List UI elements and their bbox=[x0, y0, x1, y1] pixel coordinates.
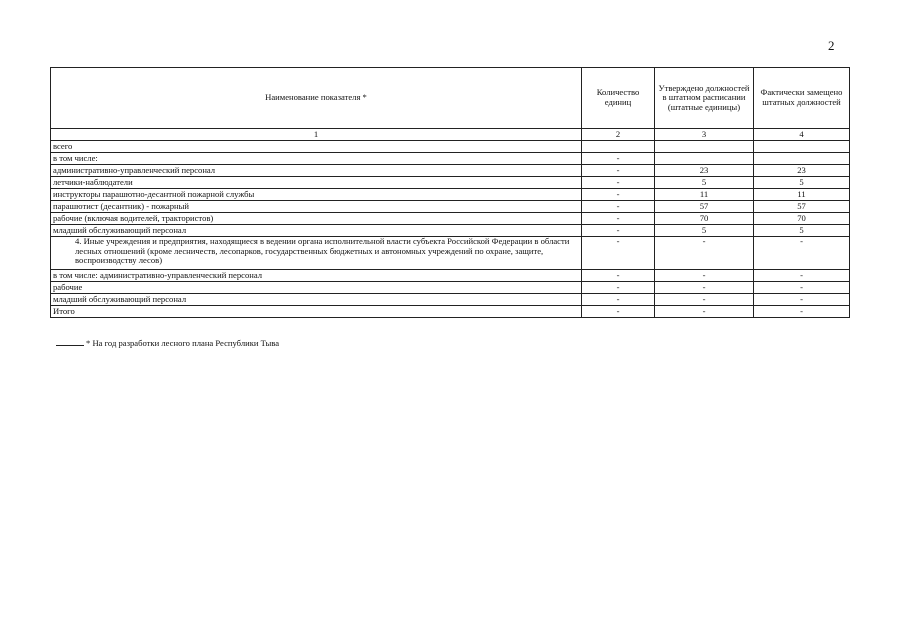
row-filled-positions: 5 bbox=[754, 225, 850, 237]
row-unit-count: - bbox=[582, 306, 655, 318]
row-name: младший обслуживающий персонал bbox=[51, 225, 582, 237]
header-filled-positions: Фактически замещено штатных должностей bbox=[754, 68, 850, 129]
table-row bbox=[51, 165, 850, 177]
row-unit-count: - bbox=[582, 294, 655, 306]
row-approved-positions bbox=[655, 141, 754, 153]
row-approved-positions: 11 bbox=[655, 189, 754, 201]
row-filled-positions: 57 bbox=[754, 201, 850, 213]
row-unit-count bbox=[582, 141, 655, 153]
header-unit-count: Количество единиц bbox=[582, 68, 655, 129]
row-approved-positions: - bbox=[655, 282, 754, 294]
table-row bbox=[51, 270, 850, 282]
row-name: административно-управленческий персонал bbox=[51, 165, 582, 177]
row-unit-count: - bbox=[582, 213, 655, 225]
row-name: рабочие bbox=[51, 282, 582, 294]
row-filled-positions: - bbox=[754, 294, 850, 306]
row-approved-positions: - bbox=[655, 306, 754, 318]
row-filled-positions: 70 bbox=[754, 213, 850, 225]
row-unit-count: - bbox=[582, 201, 655, 213]
table-row bbox=[51, 237, 850, 270]
row-filled-positions bbox=[754, 141, 850, 153]
table-row bbox=[51, 177, 850, 189]
row-unit-count: - bbox=[582, 237, 655, 270]
row-name: младший обслуживающий персонал bbox=[51, 294, 582, 306]
row-approved-positions: - bbox=[655, 270, 754, 282]
table-header-row bbox=[51, 68, 850, 129]
table-row bbox=[51, 189, 850, 201]
row-name: 4. Иные учреждения и предприятия, находящиеся в ведении органа исполнительной власти субъекта Российской Федерации в области лесных отношений (кроме лесничеств, лесопарков, государственных бюджетных и автономных учреждений по охране, защите, воспроизводству лесов) bbox=[51, 237, 582, 270]
row-unit-count: - bbox=[582, 177, 655, 189]
row-filled-positions: - bbox=[754, 270, 850, 282]
row-approved-positions: - bbox=[655, 294, 754, 306]
column-number: 3 bbox=[655, 129, 754, 141]
column-number: 1 bbox=[51, 129, 582, 141]
staff-table bbox=[50, 67, 850, 318]
header-approved-positions: Утверждено должностей в штатном расписании (штатные единицы) bbox=[655, 68, 754, 129]
table-row bbox=[51, 282, 850, 294]
row-filled-positions: 11 bbox=[754, 189, 850, 201]
column-number-row bbox=[51, 129, 850, 141]
row-filled-positions: - bbox=[754, 306, 850, 318]
row-unit-count: - bbox=[582, 282, 655, 294]
row-approved-positions: - bbox=[655, 237, 754, 270]
table-row bbox=[51, 213, 850, 225]
row-approved-positions: 23 bbox=[655, 165, 754, 177]
header-indicator-name: Наименование показателя * bbox=[51, 68, 582, 129]
row-name: парашютист (десантник) - пожарный bbox=[51, 201, 582, 213]
row-filled-positions: 23 bbox=[754, 165, 850, 177]
page-number: 2 bbox=[828, 38, 835, 53]
row-approved-positions bbox=[655, 153, 754, 165]
column-number: 2 bbox=[582, 129, 655, 141]
row-approved-positions: 57 bbox=[655, 201, 754, 213]
row-name: в том числе: административно-управленческий персонал bbox=[51, 270, 582, 282]
footnote bbox=[56, 338, 279, 348]
row-name: Итого bbox=[51, 306, 582, 318]
row-name: летчики-наблюдатели bbox=[51, 177, 582, 189]
table-row bbox=[51, 141, 850, 153]
row-approved-positions: 5 bbox=[655, 225, 754, 237]
row-filled-positions: - bbox=[754, 282, 850, 294]
row-filled-positions: 5 bbox=[754, 177, 850, 189]
table-row bbox=[51, 225, 850, 237]
row-unit-count: - bbox=[582, 225, 655, 237]
footnote-rule bbox=[56, 345, 84, 346]
row-name: инструкторы парашютно-десантной пожарной службы bbox=[51, 189, 582, 201]
table-row bbox=[51, 306, 850, 318]
row-unit-count: - bbox=[582, 189, 655, 201]
row-name: рабочие (включая водителей, трактористов) bbox=[51, 213, 582, 225]
row-unit-count: - bbox=[582, 270, 655, 282]
footnote-text: * На год разработки лесного плана Республики Тыва bbox=[86, 338, 280, 348]
row-filled-positions: - bbox=[754, 237, 850, 270]
row-approved-positions: 5 bbox=[655, 177, 754, 189]
column-number: 4 bbox=[754, 129, 850, 141]
row-name: всего bbox=[51, 141, 582, 153]
row-name: в том числе: bbox=[51, 153, 582, 165]
table-row bbox=[51, 153, 850, 165]
row-filled-positions bbox=[754, 153, 850, 165]
row-approved-positions: 70 bbox=[655, 213, 754, 225]
table-row bbox=[51, 201, 850, 213]
row-unit-count: - bbox=[582, 165, 655, 177]
table-row bbox=[51, 294, 850, 306]
row-unit-count: - bbox=[582, 153, 655, 165]
